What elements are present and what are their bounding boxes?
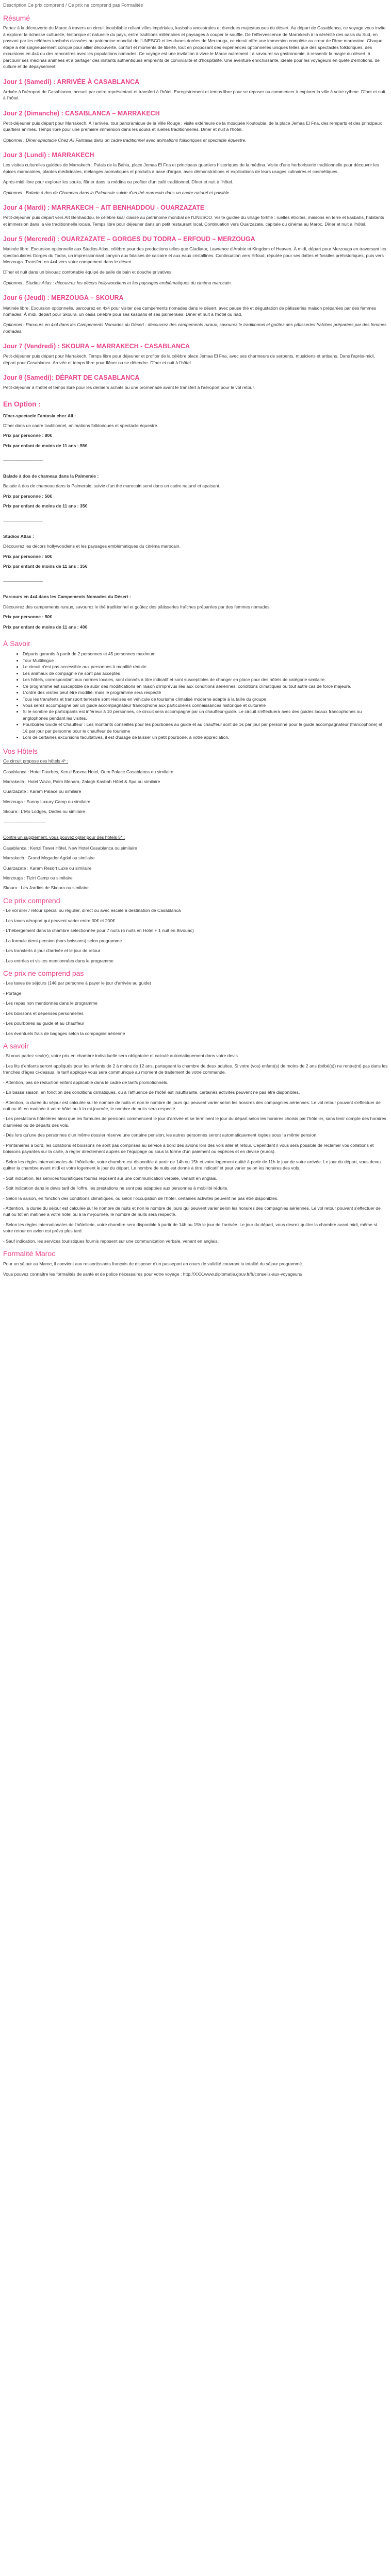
day-title: Jour 4 (Mardi) : MARRAKECH – AIT BENHADDOU - OUARZAZATE [3, 204, 205, 211]
option-name: Studios Atlas : [3, 534, 34, 539]
hotels-upgrade: Contre un supplément, vous pouvez opter pour des hôtels 5* : [3, 835, 125, 840]
savoir-item: - Selon la saison, en fonction des conditions climatiques, ou selon l'occupation de l'hôtel, certaines activités peuvent ne pas être disponibles. [3, 1195, 279, 1201]
day-title: Jour 3 (Lundi) : MARRAKECH [3, 151, 94, 159]
day-text: Petit-déjeuner puis départ pour Marrakech. À l'arrivée, tour panoramique de la Ville Rouge : visite extérieure de la mosquée Koutoubia, de la place Jemaa El Fna, des remparts et des principaux quartiers animés. Temps libre pour une première immersion dans les souks et ruelles traditionnelles. Dîner et nuit à l'hôtel. [3, 120, 382, 132]
savoir-item: - Les lits d'enfants seront appliqués pour les enfants de 2 à moins de 12 ans, partageant la chambre de deux adultes. Si votre (vos) enfant(s) de moins de 2 ans (bébé(s)) ne rentre(nt) pas dans les tranches d'âges ci-dessus, le tarif appliqué vous sera communiqué au moment de traitement de votre commande. [3, 1063, 388, 1075]
ne-comprend-item: - Les repas non mentionnés dans le programme [3, 1001, 97, 1006]
day-text: Les visites culturelles guidées de Marrakech : Palais de la Bahia, place Jemaa El Fna et principaux quartiers historiques de la médina. Visite d'une herboristerie traditionnelle pour découvrir les épices marocaines, plantes médicinales, mélanges aromatiques et produits à base d'argan, avec démonstrations et explications de leurs usages culinaires et cosmétiques. [3, 162, 379, 174]
formalite-list [3, 1261, 388, 1278]
hotel-line: Marrakech : Hotel Wazo, Palm Menara, Zalagh Kasbah Hôtel & Spa ou similaire [3, 778, 160, 784]
savoir-item: - Attention, la durée du séjour est calculée sur le nombre de nuits et non le nombre de jours qui peuvent varier selon les horaires des compagnies aériennes. Le vol retour pouvant s'effectuer de nuit ou tôt en matinée à votre hôtel ou à la mi-journée, le nombre de nuits sera respecté. [3, 1205, 381, 1217]
comprend-item: - Les transferts à jour d'arrivée et le jour de retour [3, 948, 101, 954]
savoir-item: - Selon les règles internationales de l'hôtellerie, votre chambre est disponible à partir de 14h ou 15h et votre logement quitté à partir de 11h le jour de votre arrivée. Le jour du départ, vous devez quitter la chambre avant midi et votre logement le jour du départ. Le nombre de nuits est donné à titre indicatif et peut varier selon les horaires des vols. [3, 1159, 382, 1171]
hotel-line: Marrakech : Grand Mogador Agdal ou similaire [3, 855, 95, 861]
option-price-person: Prix par personne : 50€ [3, 553, 53, 559]
option-price-child: Prix par enfant de moins de 11 ans : 55€ [3, 443, 88, 448]
day-text: Dîner et nuit dans un bivouac confortable équipé de salle de bain et douche privatives. [3, 269, 173, 275]
option-price-person: Prix par personne : 50€ [3, 493, 53, 499]
option-name: Dîner-spectacle Fantasia chez Ali : [3, 413, 76, 418]
a-savoir-item: • Si le nombre de participants est inférieur à 10 personnes, ce circuit sera accompagné par un chauffeur-guide. Le circuit s'effectuera avec des guides locaux francophones ou anglophones pendant les visites. [23, 708, 388, 721]
hotels-4-list [3, 769, 388, 815]
day-title: Jour 2 (Dimanche) : CASABLANCA – MARRAKECH [3, 109, 160, 117]
day-text: Matinée libre. Excursion optionnelle, parcourez en 4x4 pour visiter des campements nomades dans le désert, avec pause thé et dégustation de pâtisseries maison préparées par des femmes nomades. À midi, départ pour Skoura, un oasis célèbre pour ses kasbahs et ses palmeraies. Dîner et nuit à l'hôtel ou riad. [3, 305, 377, 317]
option-price-person: Prix par personne : 80€ [3, 433, 53, 438]
hotel-line: Merzouga : Sunny Luxury Camp ou similaire [3, 799, 91, 804]
options-list [3, 413, 388, 631]
savoir-item: - Selon les règles internationales de l'hôtellerie, votre chambre sera disponible à partir de 14h ou 15h le jour de l'arrivée. Le jour du départ, vous devrez quitter la chambre avant midi, même si votre retour en avion est prévu plus tard. [3, 1222, 377, 1234]
option-item [3, 473, 388, 510]
a-savoir-item: • Ce programme est susceptible de subir des modifications en raison d'imprévus liés aux conditions aériennes, conditions climatiques ou tout autre cas de force majeure. [23, 683, 388, 689]
savoir-item: - Attention, la durée du séjour est calculée sur le nombre de nuits et non le nombre de jours qui peuvent varier selon les horaires des compagnies aériennes. Le vol retour pouvant s'effectuer de nuit ou tôt en matinée à votre hôtel ou à la mi-journée, le nombre de nuits sera respecté. [3, 1099, 381, 1111]
option-desc: Dîner dans un cadre traditionnel, animations folkloriques et spectacle équestre. [3, 422, 158, 428]
day-title: Jour 6 (Jeudi) : MERZOUGA – SKOURA [3, 294, 124, 302]
option-desc: Balade à dos de chameau dans la Palmeraie, suivie d'un thé marocain servi dans un cadre naturel et apaisant. [3, 483, 221, 489]
option-item [3, 594, 388, 630]
a-savoir-item: • L'ordre des visites peut être modifié, mais le programme sera respecté [23, 689, 388, 696]
a-savoir-item: • Tour Multilingue [23, 657, 388, 664]
hotel-line: Casablanca : Hotel Fourbes, Kenzi Basma Hotel, Oum Palace Casablanca ou similaire [3, 769, 174, 774]
savoir-item: - Sauf indication, les services touristiques fournis reposent sur une communication verbale, venant en anglais. [3, 1238, 219, 1244]
hotel-line: Casablanca : Kenzi Tower Hôtel, New Hotel Casablanca ou similaire [3, 845, 137, 851]
option-desc: Découvrez des campements ruraux, savourez le thé traditionnel et goûtez des pâtisseries fraîches préparées par des femmes nomades. [3, 604, 271, 609]
tabs-header: Description Ce prix comprend / Ce prix ne comprend pas Formalités [3, 3, 143, 8]
a-savoir-item: • Départs garantis à partir de 2 personnes et 45 personnes maximum [23, 651, 388, 657]
a-savoir-title: À Savoir [3, 639, 30, 648]
prix-comprend-title: Ce prix comprend [3, 896, 60, 905]
day-title: Jour 5 (Mercredi) : OUARZAZATE – GORGES DU TODRA – ERFOUD – MERZOUGA [3, 235, 255, 243]
option-name: Balade à dos de chameau dans la Palmeraie : [3, 473, 99, 479]
day-title: Jour 1 (Samedi) : ARRIVÉE À CASABLANCA [3, 78, 140, 86]
formalite-text: Vous pouvez connaître les formalités de santé et de police nécessaires pour votre voyage : http://XXX.www.diplomatie.gouv.fr/fr/conseils-aux-voyageurs/ [3, 1271, 303, 1277]
savoir-item: - En basse saison, en fonction des conditions climatiques, ou à l'affluence de l'hôtel est insuffisante, certaines activités peuvent ne pas être disponibles. [3, 1090, 300, 1095]
options-title: En Option : [3, 400, 41, 408]
a-savoir-item: • Le circuit n'est pas accessible aux personnes à mobilité réduite [23, 664, 388, 670]
ne-comprend-item: - Les boissons et dépenses personnelles [3, 1010, 84, 1016]
formalite-text: Pour un séjour au Maroc, il convient aux ressortissants français de disposer d'un passeport en cours de validité couvrant la totalité du séjour programmé. [3, 1261, 303, 1266]
savoir-title: A savoir [3, 1041, 29, 1050]
option-price-child: Prix par enfant de moins de 11 ans : 40€ [3, 624, 88, 630]
day-optional-text: Optionnel : Dîner-spectacle Chez Ali Fantasia dans un cadre traditionnel avec animations folkloriques et spectacle équestre. [3, 137, 247, 143]
hotel-line: Merzouga : Tizirt Camp ou similaire [3, 875, 73, 881]
day-text: Après-midi libre pour explorer les souks, flâner dans la médina ou profiter d'un café traditionnel. Dîner et nuit à l'hôtel. [3, 179, 234, 185]
a-savoir-item: • Pourboires Guide et Chauffeur : Les montants conseillés pour les pourboires au guide et au chauffeur sont de 1€ par jour par personne pour le guide accompagnateur (francophone) et 1€ par jour par personne pour le chauffeur de tourisme [23, 721, 388, 734]
savoir-list [3, 1053, 388, 1244]
option-separator: ----------------------------------------- [3, 457, 43, 463]
savoir-item: - Soit indication, les services touristiques fournis reposent sur une communication verbale, venant en anglais. [3, 1175, 218, 1181]
a-savoir-item: • Vous serez accompagné par un guide accompagnateur francophone aux particulières connaissances historique et culturelle [23, 702, 388, 708]
option-item [3, 413, 388, 449]
prix-ne-comprend-title: Ce prix ne comprend pas [3, 969, 84, 977]
ne-comprend-item: - Les pourboires au guide et au chauffeur [3, 1021, 85, 1026]
resume-text: Partez à la découverte du Maroc à travers un circuit inoubliable reliant villes impériales, kasbahs ancestrales et étendues majestueuses du désert. Au départ de Casablanca, ce voyage vous invite à explorer la richesse culturelle, historique et naturelle du pays, entre traditions millénaires et paysages à couper le souffle. De l'effervescence de Marrakech à la sérénité des oasis du Sud, en passant par les célèbres kasbahs classées au patrimoine mondial de l'UNESCO et les dunes dorées de Merzouga, ce circuit offre une immersion complète au cœur de l'âme marocaine. Chaque étape a été soigneusement conçue pour allier découverte, confort et moments de liberté, tout en proposant des expériences optionnelles uniques telles que des spectacles folkloriques, des excursions en 4x4 ou des rencontres avec les populations nomades. Ce voyage est une invitation à vivre le Maroc autrement : à savourer sa gastronomie, à ressentir la magie du désert, à parcourir ses médinas animées et à partager des instants authentiques empreints de convivialité et d'hospitalité. Une aventure enrichissante, idéale pour les voyageurs en quête d'émotions, de culture et de dépaysement. [3, 25, 386, 70]
prix-ne-comprend-list [3, 980, 388, 1037]
option-separator: ----------------------------------------- [3, 578, 43, 584]
savoir-item: - Dès lors qu'une des personnes d'un même dossier réserve une certaine pension, les autres personnes seront automatiquement logées sous la même pension. [3, 1132, 318, 1138]
page [0, 0, 391, 1287]
comprend-item: - L'hébergement dans la chambre sélectionnée pour 7 nuits (6 nuits en Hotel + 1 nuit en Bivouac) [3, 928, 194, 934]
hotel-line: Ouarzazate : Karam Resort Luxe ou similaire [3, 865, 92, 871]
option-separator: ----------------------------------------- [3, 518, 43, 523]
comprend-item: - Les taxes aéroport qui peuvent varier entre 30€ et 200€ [3, 918, 115, 923]
hotels-separator: -------------------------------------------- [3, 819, 45, 824]
hotel-line: Skoura : L'Mo Lodges, Dades ou similaire [3, 809, 85, 815]
a-savoir-item: • Tous les transferts et transport terrestre sont réalisés en véhicule de tourisme climatisé moderne adapté à la taille du groupe [23, 696, 388, 702]
itinerary [3, 77, 388, 391]
a-savoir-list [3, 651, 388, 740]
prix-comprend-list [3, 907, 388, 964]
comprend-item: - Les entrées et visites mentionnées dans le programme [3, 958, 113, 963]
hotel-line: Skoura : Les Jardins de Skoura ou similaire [3, 885, 89, 891]
option-price-child: Prix par enfant de moins de 11 ans : 35€ [3, 503, 88, 509]
option-name: Parcours en 4x4 dans les Campements Nomades du Désert : [3, 594, 131, 600]
formalite-title: Formalité Maroc [3, 1249, 56, 1258]
day-optional-text: Optionnel : Balade à dos de Chameau dans la Palmeraie suivie d'un thé marocain dans un cadre naturel et paisible. [3, 190, 231, 195]
a-savoir-item: • Lors de certaines excursions facultatives, il est d'usage de laisser un petit pourboire, à votre appréciation. [23, 734, 388, 740]
option-item [3, 533, 388, 570]
hotels-5-list [3, 845, 388, 891]
day-text: Petit-déjeuner puis départ vers Aït Benhaddou, le célèbre ksar classé au patrimoine mondial de l'UNESCO. Visite guidée du village fortifié : ruelles étroites, maisons en terre et kasbahs, habitants et immersion dans la vie traditionnelle locale. Temps libre pour déjeuner dans un petit restaurant local. Continuation vers Ouarzazate, capitale du cinéma au Maroc. Dîner et nuit à l'hôtel. [3, 215, 384, 227]
hotels-title: Vos Hôtels [3, 747, 38, 755]
savoir-item: - Si vous partez seul(e), votre prix en chambre individuelle sera obligatoire et calculé automatiquement dans votre devis. [3, 1053, 239, 1059]
ne-comprend-item: - Les taxes de séjours (14€ par personne à payer le jour d'arrivée au guide) [3, 980, 151, 986]
savoir-item: - Printanières à bord, les collations et boissons ne sont pas comprises au service à bord des avions lors des vols aller et retour. Cependant il vous sera possible de réclamer vos collations et boissons payantes sur la carte, à régler directement auprès de l'équipage ou sous la forme d'un paiement ou espèces et en devise (euros). [3, 1142, 374, 1155]
comprend-item: - Le vol aller / retour spécial ou régulier, direct ou avec escale à destination de Casablanca [3, 908, 181, 913]
a-savoir-item: • Les animaux de compagnie ne sont pas acceptés [23, 670, 388, 676]
a-savoir-item: • Les hôtels, correspondant aux normes locales, sont donnés à titre indicatif et sont susceptibles de changer en place pour des hôtels de catégorie similaire. [23, 676, 388, 683]
option-price-person: Prix par personne : 50€ [3, 614, 53, 620]
day-title: Jour 7 (Vendredi) : SKOURA – MARRAKECH - CASABLANCA [3, 343, 190, 350]
day-optional-text: Optionnel : Studios Atlas : découvrez les décors hollywoodiens et les paysages emblématiques du cinéma marocain. [3, 280, 232, 285]
comprend-item: - La formule demi-pension (hors boissons) selon programme [3, 938, 122, 943]
option-price-child: Prix par enfant de moins de 11 ans : 35€ [3, 564, 88, 569]
day-text: Matinée libre. Excursion optionnelle aux Studios Atlas, célèbre pour des productions telles que Gladiator, Lawrence d'Arabie et Kingdom of Heaven. À midi, départ pour Merzouga en traversant les spectaculaires Gorges du Todra, un impressionnant canyon aux falaises de calcaire et aux eaux cristallines. Continuation vers Erfoud, réputée pour ses dattes et fossiles préhistoriques, puis vers Merzouga. Transfert en 4x4 vers votre campement dans le désert. [3, 246, 386, 265]
day-text: Petit-déjeuner puis départ pour Marrakech. Temps libre pour déjeuner et profiter de la célèbre place Jemaa El Fna, avec ses charmeurs de serpents, musiciens et artisans. Dans l'après-midi, départ pour Casablanca. Arrivée et temps libre pour flâner ou se détendre. Dîner et nuit à l'hôtel. [3, 353, 375, 365]
option-desc: Découvrez les décors hollywoodiens et les paysages emblématiques du cinéma marocain. [3, 544, 181, 549]
ne-comprend-item: - Portage [3, 990, 22, 996]
savoir-item: - Soit indication dans le devis tarif de l'offre, les prestations ne sont pas adaptées aux personnes à mobilité réduite. [3, 1185, 229, 1191]
resume-title: Résumé [3, 14, 30, 23]
ne-comprend-item: - Les éventuels frais de bagages selon la compagnie aérienne [3, 1030, 125, 1036]
day-text: Petit-déjeuner à l'hôtel et temps libre pour les derniers achats ou une promenade avant le transfert à l'aéroport pour le vol retour. [3, 385, 255, 391]
hotels-intro: Ce circuit propose des hôtels 4* : [3, 758, 69, 764]
day-title: Jour 8 (Samedi): DÉPART DE CASABLANCA [3, 374, 140, 382]
savoir-item: - Les prestations hôtelières ainsi que les formules de pensions commencent le jour d'arrivée et se terminent le jour du départ selon les horaires choisis par l'hôtelier, sans tenir compte des horaires d'arrivées ou de départs des vols. [3, 1116, 386, 1128]
day-text: Arrivée à l'aéroport de Casablanca, accueil par notre représentant et transfert à l'hôtel. Enregistrement et temps libre pour se reposer ou commencer à explorer la ville à votre rythme. Dîner et nuit à l'hôtel. [3, 89, 385, 101]
savoir-item: - Attention, pas de réduction enfant applicable dans le cadre de tarifs promotionnels. [3, 1079, 169, 1085]
day-optional-text: Optionnel : Parcours en 4x4 dans les Campements Nomades du Désert : découvrez des campements ruraux, savourez le traditionnel et goûtez des pâtisseries fraîches préparées par des femmes nomades. [3, 322, 387, 334]
hotel-line: Ouarzazate : Karam Palace ou similaire [3, 789, 82, 794]
